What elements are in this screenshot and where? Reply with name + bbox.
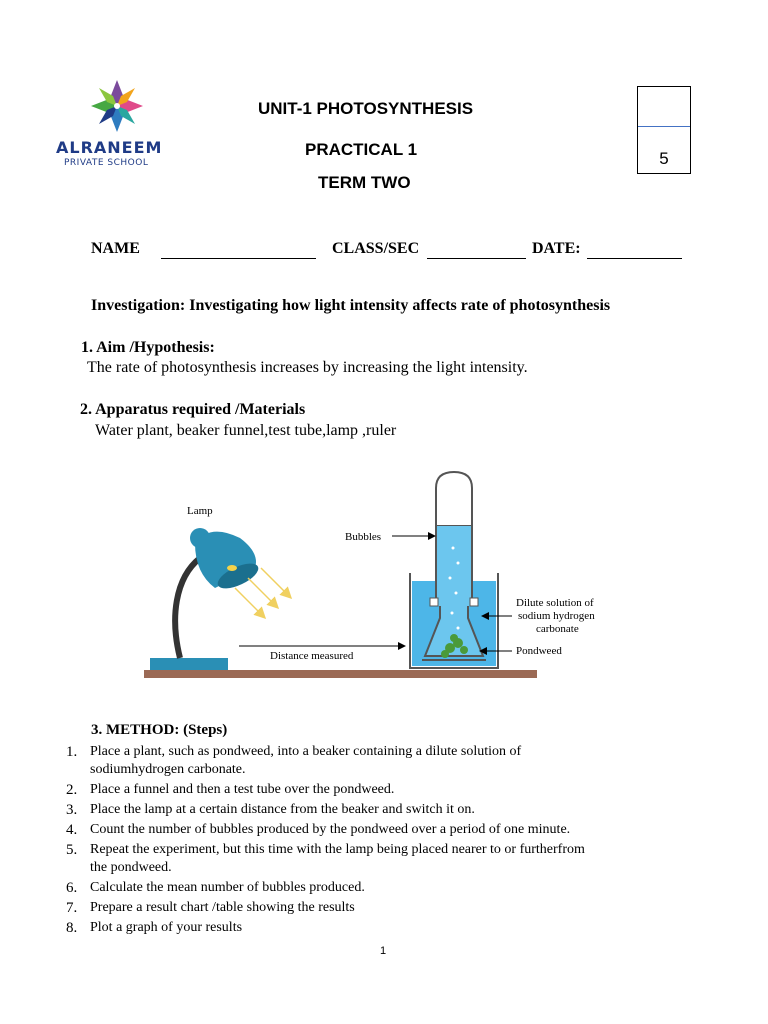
method-step <box>64 821 644 839</box>
date-label: DATE: <box>532 240 581 257</box>
step-text: Count the number of bubbles produced by the pondweed over a period of one minute. <box>90 822 571 837</box>
experiment-diagram <box>140 468 620 683</box>
apparatus-heading: 2. Apparatus required /Materials <box>80 401 306 418</box>
step-number: 8. <box>66 920 78 936</box>
step-text: Calculate the mean number of bubbles produced. <box>90 880 365 895</box>
step-text: Place a funnel and then a test tube over the pondweed. <box>90 782 395 797</box>
school-logo <box>52 78 182 173</box>
step-number: 6. <box>66 880 78 896</box>
method-step <box>64 801 644 819</box>
star-logo-icon <box>52 78 182 138</box>
class-label: CLASS/SEC <box>332 240 420 257</box>
label-solution-2: sodium hydrogen <box>518 610 595 622</box>
method-step <box>64 781 644 799</box>
step-number: 3. <box>66 802 78 818</box>
school-name: ALRANEEM <box>56 138 163 157</box>
step-text: Place the lamp at a certain distance from the beaker and switch it on. <box>90 802 475 817</box>
step-number: 5. <box>66 842 78 858</box>
label-bubbles: Bubbles <box>345 531 382 543</box>
step-text: Repeat the experiment, but this time with the lamp being placed nearer to or furtherfrom <box>90 842 585 857</box>
method-step <box>64 743 644 779</box>
step-text: sodiumhydrogen carbonate. <box>90 762 246 777</box>
unit-title: UNIT-1 PHOTOSYNTHESIS <box>258 99 474 118</box>
method-step <box>64 879 644 897</box>
investigation-title: Investigation: Investigating how light intensity affects rate of photosynthesis <box>91 297 611 314</box>
page-number: 1 <box>380 945 387 957</box>
test-tube <box>436 472 472 606</box>
step-number: 1. <box>66 744 78 760</box>
step-number: 2. <box>66 782 78 798</box>
class-blank[interactable] <box>427 258 526 259</box>
method-step <box>64 899 644 917</box>
step-number: 4. <box>66 822 78 838</box>
score-divider <box>638 126 690 127</box>
name-blank[interactable] <box>161 258 316 259</box>
aim-heading: 1. Aim /Hypothesis: <box>81 339 215 356</box>
practical-title: PRACTICAL 1 <box>305 140 418 159</box>
method-steps <box>64 743 644 939</box>
aim-text: The rate of photosynthesis increases by increasing the light intensity. <box>87 359 528 376</box>
apparatus-text: Water plant, beaker funnel,test tube,lamp ,ruler <box>95 422 397 439</box>
method-step <box>64 841 644 877</box>
step-text: Prepare a result chart /table showing the results <box>90 900 355 915</box>
term-title: TERM TWO <box>318 173 411 192</box>
label-pondweed: Pondweed <box>516 645 562 657</box>
step-number: 7. <box>66 900 78 916</box>
method-step <box>64 919 644 937</box>
step-text: Plot a graph of your results <box>90 920 243 935</box>
score-box <box>637 86 691 174</box>
school-subtitle: PRIVATE SCHOOL <box>64 158 149 168</box>
date-blank[interactable] <box>587 258 682 259</box>
label-distance: Distance measured <box>270 650 354 662</box>
bench <box>144 670 537 678</box>
step-text: Place a plant, such as pondweed, into a beaker containing a dilute solution of <box>90 744 522 759</box>
name-label: NAME <box>91 240 140 257</box>
label-lamp: Lamp <box>187 505 213 517</box>
step-text: the pondweed. <box>90 860 172 875</box>
score-value: 5 <box>659 149 669 168</box>
label-solution-1: Dilute solution of <box>516 597 594 609</box>
method-heading: 3. METHOD: (Steps) <box>91 722 228 738</box>
label-solution-3: carbonate <box>536 623 579 635</box>
